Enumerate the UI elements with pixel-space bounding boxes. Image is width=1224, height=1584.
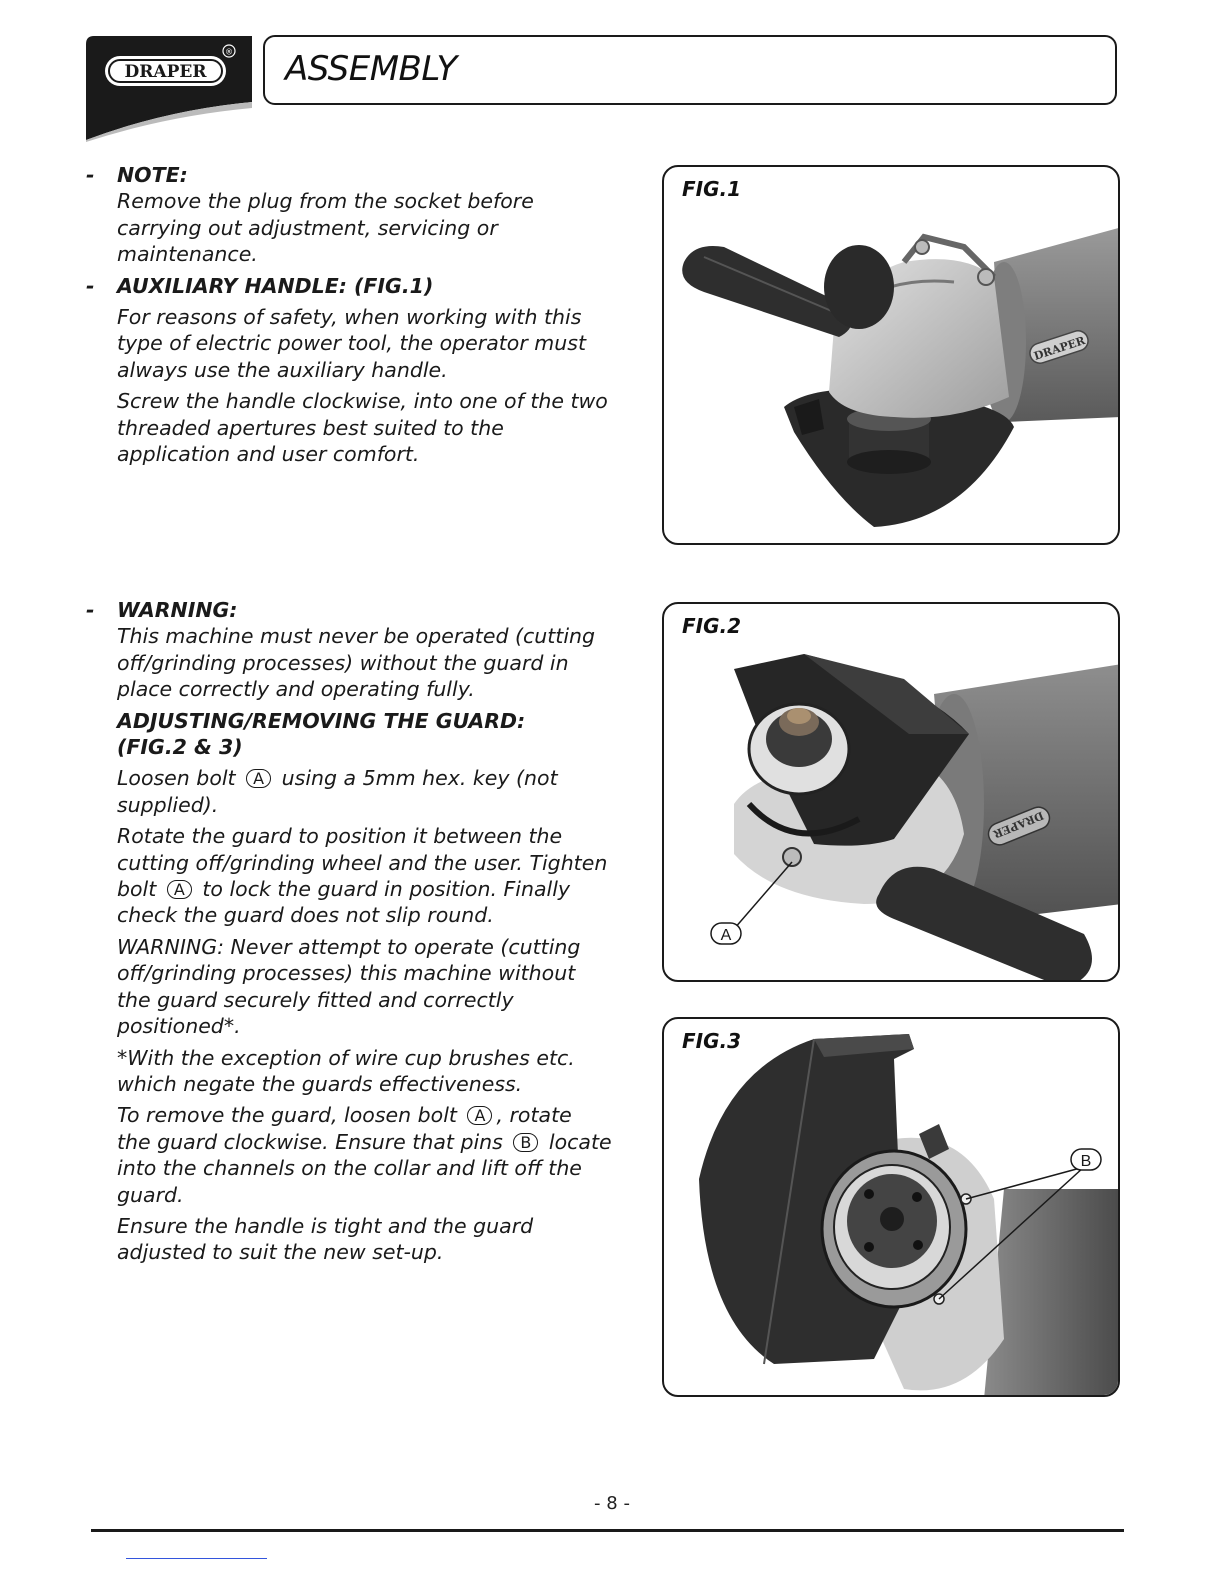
ensure-line: Ensure the handle is tight and the guard — [117, 1213, 534, 1238]
warning-line: place correctly and operating fully. — [117, 677, 475, 702]
figure-3-label: FIG.3 — [682, 1029, 742, 1053]
callout-b-text: B — [1080, 1153, 1092, 1170]
figure-1-label: FIG.1 — [682, 177, 742, 201]
warning2-line: off/grinding processes) this machine without — [117, 961, 576, 986]
guard-heading: (FIG.2 & 3) — [117, 735, 243, 760]
remove-line: guard. — [117, 1182, 184, 1207]
callout-a-inline: A — [467, 1106, 492, 1125]
loosen-line: supplied). — [117, 792, 219, 817]
note-line: maintenance. — [117, 242, 258, 267]
figure-1-illustration — [664, 167, 1120, 545]
note-heading: - NOTE: — [86, 163, 188, 187]
aux-paragraph-line: type of electric power tool, the operator must — [117, 331, 586, 356]
aux-paragraph-line: Screw the handle clockwise, into one of the two — [117, 389, 608, 414]
aux-paragraph-line: For reasons of safety, when working with this — [117, 305, 582, 330]
tool-brand-text: DRAPER — [991, 808, 1046, 841]
registered-mark: ® — [225, 47, 233, 57]
warning2-line: the guard securely fitted and correctly — [117, 987, 514, 1012]
footer-blue-rule — [126, 1558, 267, 1559]
auxiliary-handle-section — [86, 162, 646, 467]
remove-line: the guard clockwise. Ensure that pins B locate — [117, 1129, 612, 1154]
figure-1 — [662, 165, 1120, 545]
note-line: carrying out adjustment, servicing or — [117, 215, 498, 240]
callout-a-inline: A — [167, 880, 192, 899]
page-title: ASSEMBLY — [285, 49, 457, 89]
remove-line: into the channels on the collar and lift off the — [117, 1156, 582, 1181]
callout-b-inline: B — [513, 1133, 538, 1152]
warning2-line: WARNING: Never attempt to operate (cutting — [117, 934, 581, 959]
figure-3 — [662, 1017, 1120, 1397]
section-title-box — [263, 35, 1117, 105]
guard-heading: ADJUSTING/REMOVING THE GUARD: — [117, 708, 526, 733]
warning-line: off/grinding processes) without the guard in — [117, 650, 569, 675]
rotate-line: cutting off/grinding wheel and the user. Tighten — [117, 850, 608, 875]
note-line: Remove the plug from the socket before — [117, 189, 534, 214]
figure-3-illustration — [664, 1019, 1120, 1397]
aux-handle-heading: - AUXILIARY HANDLE: (FIG.1) — [86, 273, 434, 298]
rotate-line: check the guard does not slip round. — [117, 903, 494, 928]
aux-paragraph-line: application and user comfort. — [117, 442, 420, 467]
page-number: - 8 - — [594, 1493, 630, 1514]
brand-logo-tab — [86, 36, 252, 142]
figure-2-illustration — [664, 604, 1120, 982]
brand-name: DRAPER — [124, 62, 207, 82]
guard-section — [86, 597, 646, 1266]
tool-brand-text: DRAPER — [1032, 334, 1087, 363]
guard-bolt — [783, 848, 801, 866]
warning-heading: - WARNING: — [86, 598, 238, 622]
aux-paragraph-line: threaded apertures best suited to the — [117, 415, 504, 440]
footer-divider — [91, 1529, 1124, 1532]
figure-2 — [662, 602, 1120, 982]
exception-line: which negate the guards effectiveness. — [117, 1071, 523, 1096]
aux-paragraph-line: always use the auxiliary handle. — [117, 357, 448, 382]
ensure-line: adjusted to suit the new set-up. — [117, 1240, 444, 1265]
figure-2-label: FIG.2 — [682, 614, 742, 638]
loosen-line: Loosen bolt A using a 5mm hex. key (not — [117, 766, 558, 791]
callout-a-text: A — [720, 927, 732, 944]
draper-logo — [86, 36, 252, 142]
warning-line: This machine must never be operated (cutting — [117, 624, 596, 649]
rotate-line: Rotate the guard to position it between the — [117, 824, 563, 849]
warning2-line: positioned*. — [117, 1014, 241, 1039]
callout-a-inline: A — [246, 769, 271, 788]
exception-line: *With the exception of wire cup brushes etc. — [117, 1045, 575, 1070]
remove-line: To remove the guard, loosen bolt A , rotate — [117, 1103, 572, 1128]
rotate-line: bolt A to lock the guard in position. Finally — [117, 877, 571, 902]
motor-body — [984, 1189, 1120, 1397]
